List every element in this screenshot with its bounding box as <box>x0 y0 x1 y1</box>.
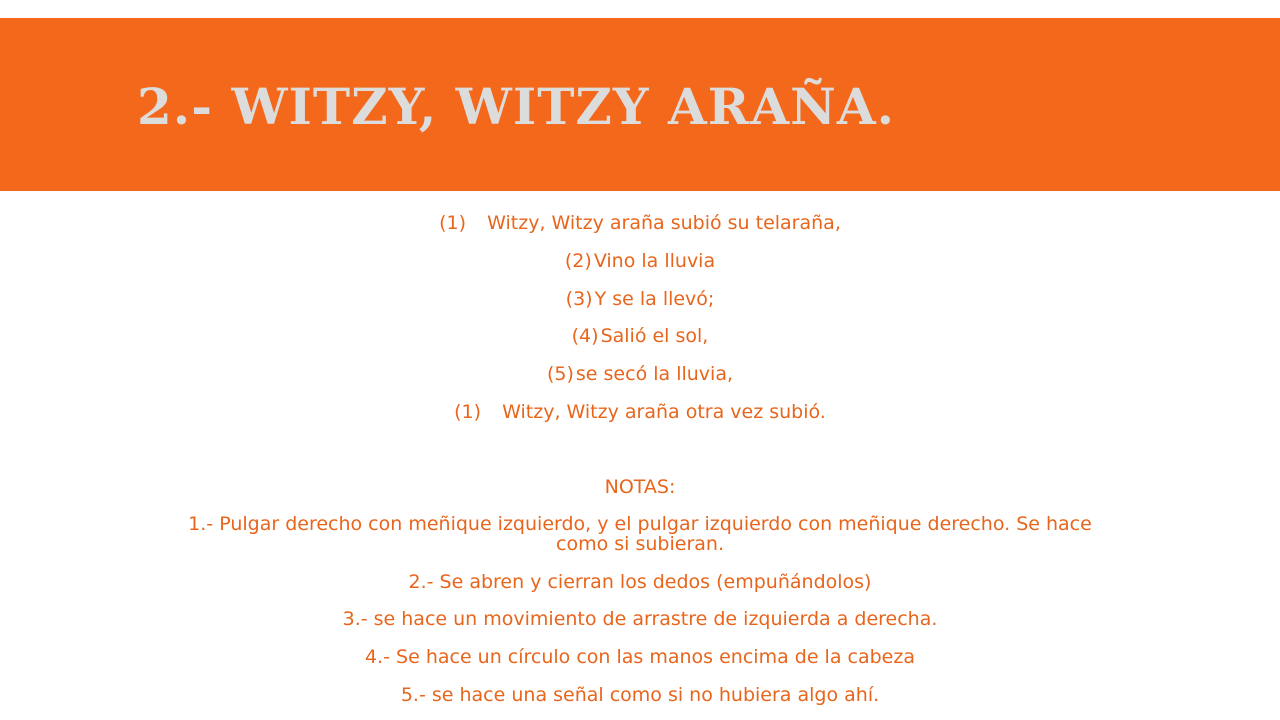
lyric-text: Witzy, Witzy araña subió su telaraña, <box>487 212 841 234</box>
lyric-number: (2) <box>564 250 592 272</box>
lyric-line-5 <box>160 363 1120 385</box>
lyric-text: Salió el sol, <box>600 325 709 347</box>
note-item-5: 5.- se hace una señal como si no hubiera algo ahí. <box>400 684 880 706</box>
lyric-line-6 <box>160 401 1120 423</box>
lyric-line-2 <box>160 250 1120 272</box>
lyric-text: se secó la lluvia, <box>575 363 733 385</box>
note-item-3: 3.- se hace un movimiento de arrastre de izquierda a derecha. <box>342 608 938 630</box>
lyric-number: (5) <box>546 363 574 385</box>
lyric-number: (1) <box>439 212 467 234</box>
notes-heading: NOTAS: <box>604 476 676 498</box>
note-item-4: 4.- Se hace un círculo con las manos encima de la cabeza <box>365 646 915 668</box>
lyric-text: Vino la lluvia <box>593 250 716 272</box>
lyric-text: Y se la llevó; <box>594 288 715 310</box>
lyric-line-4 <box>160 325 1120 347</box>
lyric-text: Witzy, Witzy araña otra vez subió. <box>502 401 826 423</box>
lyric-line-3 <box>160 288 1120 310</box>
note-item-2: 2.- Se abren y cierran los dedos (empuñándolos) <box>408 571 872 593</box>
slide-title: 2.- WITZY, WITZY ARAÑA. <box>137 77 896 136</box>
lyric-number: (1) <box>454 401 482 423</box>
lyric-line-1 <box>160 212 1120 234</box>
lyric-number: (4) <box>571 325 599 347</box>
lyric-number: (3) <box>565 288 593 310</box>
note-item-1: 1.- Pulgar derecho con meñique izquierdo, y el pulgar izquierdo con meñique derecho. Se hace como si subieran. <box>188 513 1092 555</box>
